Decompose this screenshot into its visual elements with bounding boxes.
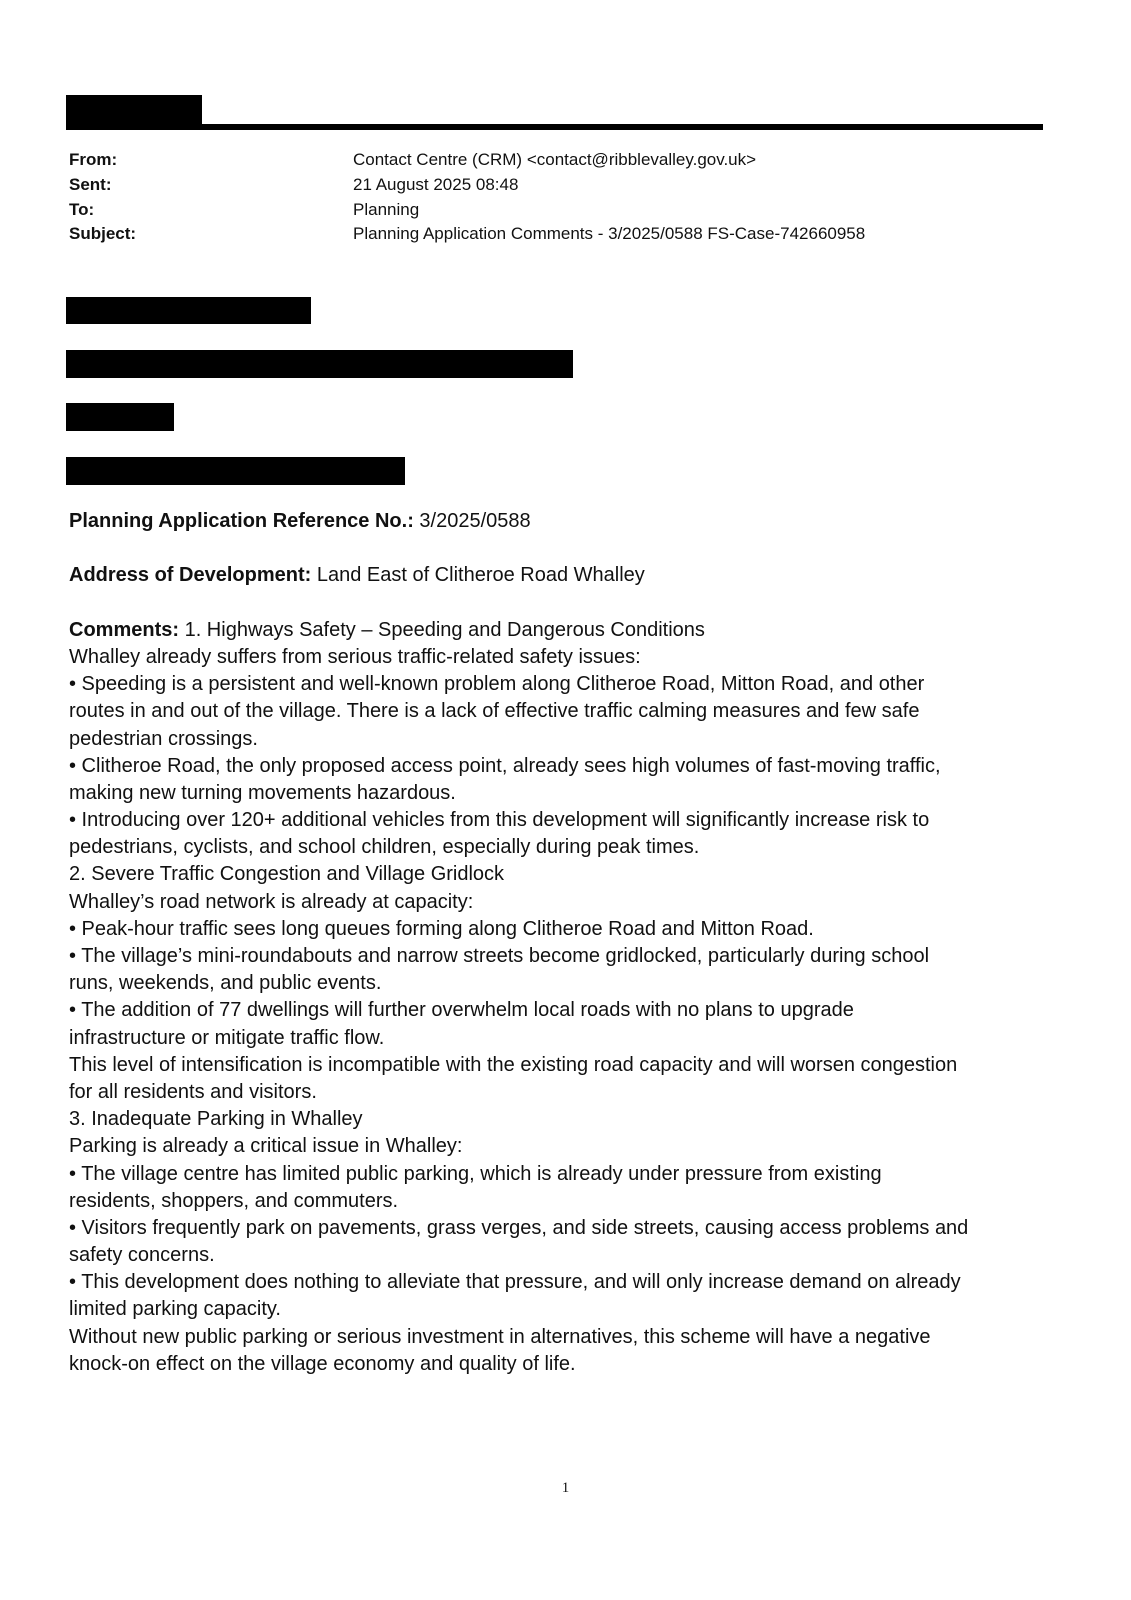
from-value: Contact Centre (CRM) <contact@ribblevalley.gov.uk> (353, 150, 757, 169)
sent-label: Sent: (69, 175, 112, 194)
reference-label: Planning Application Reference No.: (69, 510, 414, 532)
reference-value: 3/2025/0588 (413, 510, 531, 532)
body-line: residents, shoppers, and commuters. (69, 1189, 399, 1212)
body-line: • Introducing over 120+ additional vehicles from this development will significantly increase risk to (69, 809, 930, 832)
body-line: 3. Inadequate Parking in Whalley (69, 1108, 363, 1131)
redaction-block-1 (66, 297, 311, 324)
body-line: • Speeding is a persistent and well-known problem along Clitheroe Road, Mitton Road, and other (69, 673, 925, 696)
to-value: Planning (353, 200, 420, 219)
body-line: pedestrian crossings. (69, 727, 258, 750)
body-line: for all residents and visitors. (69, 1080, 317, 1103)
body-line: pedestrians, cyclists, and school children, especially during peak times. (69, 836, 700, 859)
reference-line (69, 508, 1049, 535)
body-line: • Peak-hour traffic sees long queues forming along Clitheroe Road and Mitton Road. (69, 917, 814, 940)
to-label: To: (69, 200, 95, 219)
header-rule (66, 124, 1043, 130)
body-line: • Clitheroe Road, the only proposed access point, already sees high volumes of fast-moving traffic, (69, 754, 941, 777)
comments-line (69, 617, 1049, 644)
body-line: Parking is already a critical issue in Whalley: (69, 1135, 463, 1158)
body-line: runs, weekends, and public events. (69, 972, 382, 995)
comments-heading: 1. Highways Safety – Speeding and Dangerous Conditions (179, 618, 705, 641)
redaction-block-3 (66, 403, 174, 431)
body-line: safety concerns. (69, 1244, 215, 1267)
body-line: • Visitors frequently park on pavements, grass verges, and side streets, causing access problems and (69, 1216, 969, 1239)
body-line: Without new public parking or serious investment in alternatives, this scheme will have a negative (69, 1325, 931, 1348)
address-line (69, 562, 1049, 589)
body-line: Whalley already suffers from serious traffic-related safety issues: (69, 645, 641, 668)
body-line: making new turning movements hazardous. (69, 781, 456, 804)
body-line: infrastructure or mitigate traffic flow. (69, 1026, 385, 1049)
redaction-block-4 (66, 457, 405, 485)
from-label: From: (69, 150, 118, 169)
body-line: • The village centre has limited public parking, which is already under pressure from existing (69, 1162, 882, 1185)
redaction-block-2 (66, 350, 573, 378)
body-line: 2. Severe Traffic Congestion and Village Gridlock (69, 863, 505, 886)
body-line: limited parking capacity. (69, 1298, 281, 1321)
sent-value: 21 August 2025 08:48 (353, 175, 519, 194)
body-line: This level of intensification is incompatible with the existing road capacity and will worsen congestion (69, 1053, 958, 1076)
body-line: Whalley’s road network is already at capacity: (69, 890, 474, 913)
address-label: Address of Development: (69, 564, 312, 587)
redaction-sender-name (66, 95, 202, 124)
subject-value: Planning Application Comments - 3/2025/0588 FS-Case-742660958 (353, 224, 866, 243)
body-line: • The village’s mini-roundabouts and narrow streets become gridlocked, particularly during school (69, 945, 930, 967)
address-value: Land East of Clitheroe Road Whalley (311, 564, 645, 587)
body-line: routes in and out of the village. There is a lack of effective traffic calming measures and few safe (69, 700, 920, 723)
body-line: • The addition of 77 dwellings will further overwhelm local roads with no plans to upgrade (69, 999, 854, 1022)
body-line: knock-on effect on the village economy and quality of life. (69, 1352, 576, 1375)
email-body (69, 508, 1049, 1378)
email-header (69, 148, 1029, 248)
subject-label: Subject: (69, 224, 137, 243)
page-number: 1 (561, 1480, 570, 1496)
body-line: • This development does nothing to alleviate that pressure, and will only increase demand on already (69, 1271, 961, 1294)
comments-label: Comments: (69, 618, 180, 641)
